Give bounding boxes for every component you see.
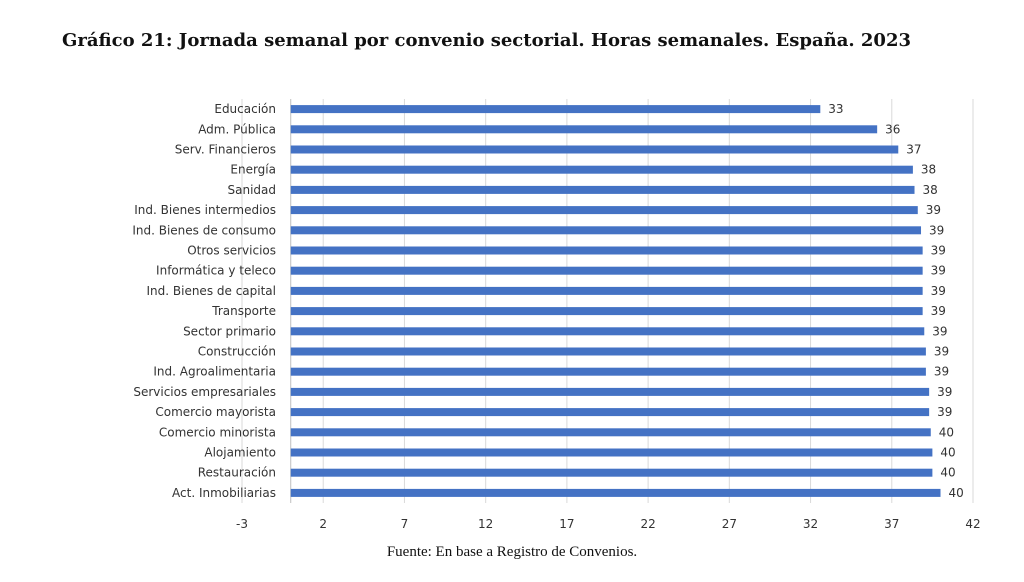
bar bbox=[291, 206, 918, 214]
category-label: Ind. Bienes de consumo bbox=[132, 223, 276, 238]
value-label: 40 bbox=[948, 485, 964, 500]
x-tick-label: 22 bbox=[640, 517, 656, 531]
bar bbox=[291, 267, 923, 275]
value-label: 33 bbox=[828, 102, 844, 117]
value-label: 40 bbox=[940, 445, 956, 460]
bar bbox=[291, 348, 926, 356]
x-tick-label: -3 bbox=[236, 517, 248, 531]
value-label: 39 bbox=[930, 304, 946, 319]
bars bbox=[291, 105, 941, 497]
x-tick-labels bbox=[236, 517, 981, 531]
category-label: Ind. Bienes intermedios bbox=[134, 203, 276, 218]
x-tick-label: 17 bbox=[559, 517, 575, 531]
bar bbox=[291, 469, 933, 477]
bar bbox=[291, 226, 921, 234]
bar bbox=[291, 388, 929, 396]
value-label: 39 bbox=[937, 405, 953, 420]
value-label: 39 bbox=[930, 263, 946, 278]
category-label: Informática y teleco bbox=[156, 263, 276, 278]
category-label: Servicios empresariales bbox=[133, 384, 276, 399]
bar bbox=[291, 428, 931, 436]
value-label: 39 bbox=[932, 324, 948, 339]
value-label: 40 bbox=[938, 425, 955, 440]
category-label: Restauración bbox=[197, 465, 276, 480]
bar bbox=[291, 449, 933, 457]
value-label: 38 bbox=[920, 162, 937, 177]
x-tick-label: 27 bbox=[721, 517, 737, 531]
x-tick-label: 42 bbox=[965, 517, 981, 531]
bar bbox=[291, 287, 923, 295]
category-label: Comercio mayorista bbox=[155, 405, 276, 420]
category-label: Adm. Pública bbox=[198, 122, 276, 137]
bar bbox=[291, 166, 913, 174]
x-tick-label: 2 bbox=[319, 517, 328, 531]
category-label: Comercio minorista bbox=[158, 425, 276, 440]
category-label: Sanidad bbox=[227, 182, 276, 197]
value-label: 39 bbox=[925, 203, 942, 218]
category-label: Transporte bbox=[212, 304, 276, 319]
category-label: Ind. Bienes de capital bbox=[146, 283, 276, 298]
value-label: 39 bbox=[930, 283, 946, 298]
source-note: Fuente: En base a Registro de Convenios. bbox=[386, 544, 638, 560]
category-label: Ind. Agroalimentaria bbox=[153, 364, 276, 379]
bar bbox=[291, 327, 925, 335]
bar bbox=[291, 105, 821, 113]
bar bbox=[291, 368, 926, 376]
category-label: Construcción bbox=[197, 344, 276, 359]
category-label: Educación bbox=[214, 102, 276, 117]
x-tick-label: 12 bbox=[478, 517, 494, 531]
x-tick-label: 32 bbox=[802, 517, 819, 531]
bar bbox=[291, 408, 929, 416]
bar bbox=[291, 247, 923, 255]
value-label: 40 bbox=[940, 465, 956, 480]
x-tick-label: 37 bbox=[884, 517, 900, 531]
category-label: Energía bbox=[230, 162, 276, 177]
bar bbox=[291, 307, 923, 315]
category-label: Alojamiento bbox=[204, 445, 276, 460]
value-label: 39 bbox=[937, 384, 953, 399]
bar bbox=[291, 489, 941, 497]
value-label: 39 bbox=[933, 344, 950, 359]
value-label: 37 bbox=[906, 142, 922, 157]
grid-lines bbox=[242, 99, 973, 503]
value-label: 39 bbox=[933, 364, 950, 379]
category-label: Act. Inmobiliarias bbox=[172, 485, 276, 500]
value-labels bbox=[828, 102, 963, 500]
bar bbox=[291, 125, 877, 133]
bar bbox=[291, 186, 915, 194]
category-label: Serv. Financieros bbox=[174, 142, 276, 157]
x-tick-label: 7 bbox=[400, 517, 409, 531]
value-label: 39 bbox=[929, 223, 945, 238]
chart-title: Gráfico 21: Jornada semanal por convenio sectorial. Horas semanales. España. 2023 bbox=[62, 30, 911, 51]
category-labels bbox=[132, 102, 276, 500]
value-label: 39 bbox=[930, 243, 946, 258]
value-label: 38 bbox=[922, 182, 938, 197]
bar bbox=[291, 146, 899, 154]
category-label: Sector primario bbox=[183, 324, 276, 339]
value-label: 36 bbox=[885, 122, 901, 137]
category-label: Otros servicios bbox=[187, 243, 276, 258]
